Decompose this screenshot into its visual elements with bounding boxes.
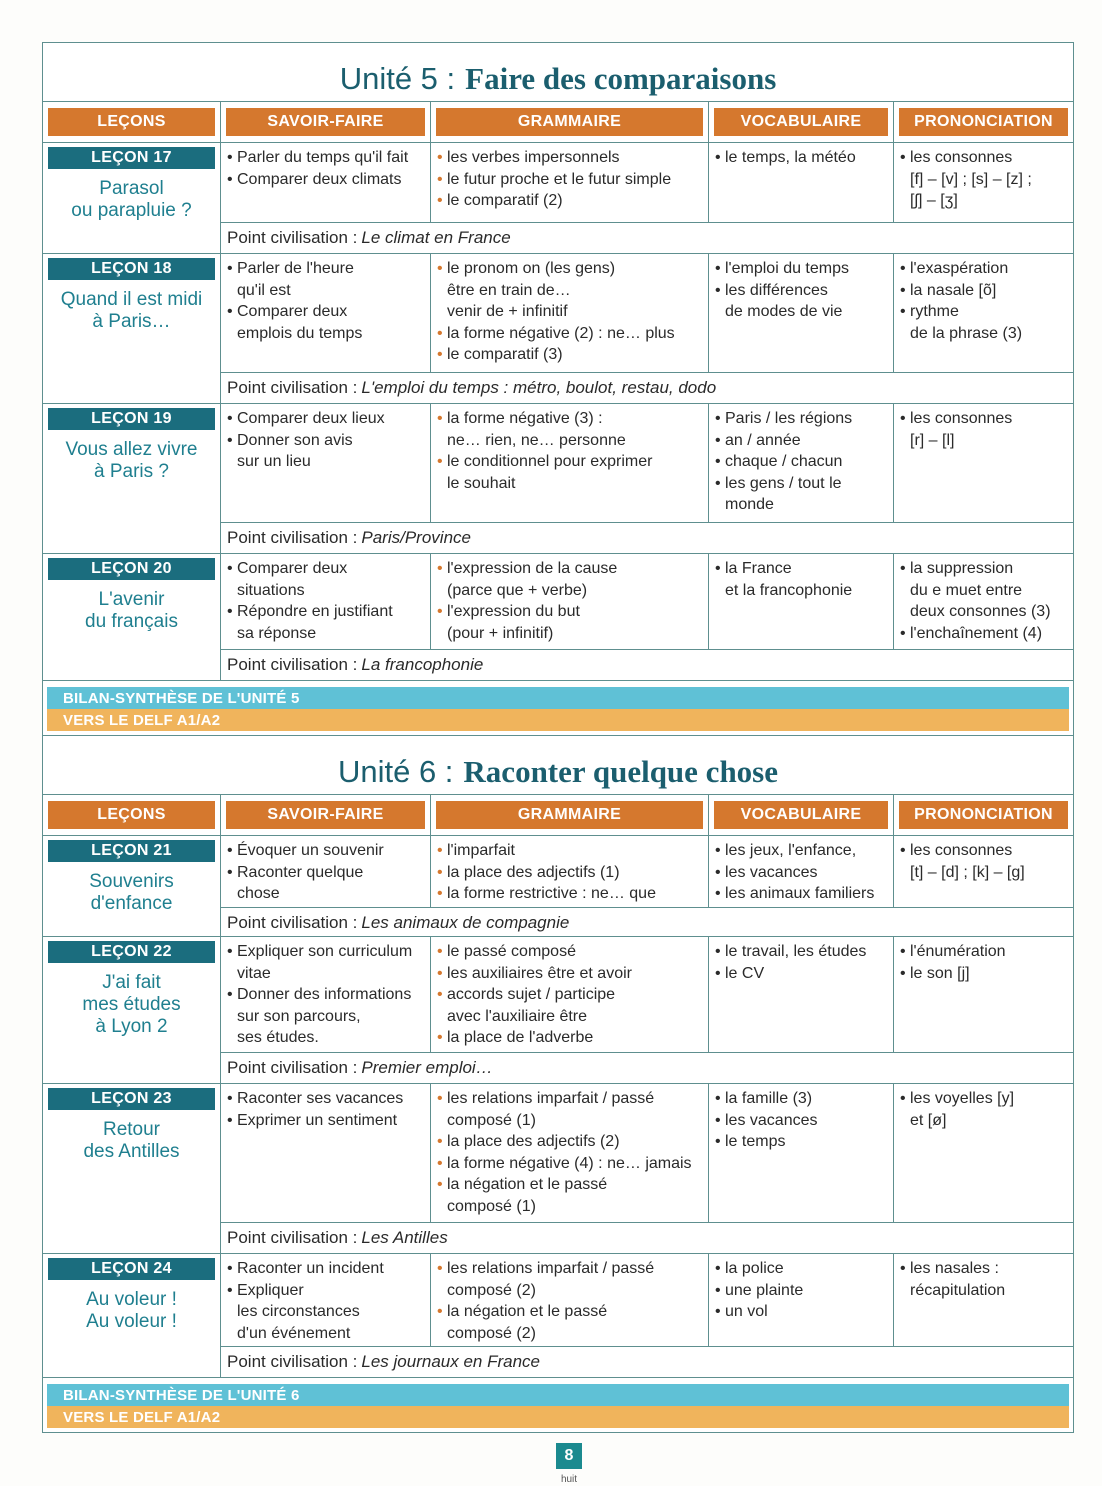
civilisation-row: Point civilisation : Paris/Province bbox=[221, 522, 1073, 553]
lesson-row bbox=[43, 936, 1073, 1083]
savoir-faire-cell: • Parler du temps qu'il fait • Comparer deux climats bbox=[221, 143, 431, 222]
lesson-row bbox=[43, 835, 1073, 936]
delf-bar: VERS LE DELF A1/A2 bbox=[47, 1406, 1069, 1428]
civilisation-topic: La francophonie bbox=[361, 655, 484, 674]
vocabulaire-cell: • les jeux, l'enfance, • les vacances • les animaux familiers bbox=[709, 836, 894, 907]
grammaire-cell: • les relations imparfait / passé composé (1) • la place des adjectifs (2) • la forme négative (4) : ne… jamais • la négation et le passé composé (1) bbox=[431, 1084, 709, 1222]
vocabulaire-cell: • le travail, les études • le CV bbox=[709, 937, 894, 1052]
lesson-row bbox=[43, 142, 1073, 253]
header-savoir-faire: SAVOIR-FAIRE bbox=[226, 108, 425, 136]
grammaire-cell: • les verbes impersonnels • le futur proche et le futur simple • le comparatif (2) bbox=[431, 143, 709, 222]
prononciation-cell: • les consonnes [r] – [l] bbox=[894, 404, 1073, 522]
lesson-tag: LEÇON 20 bbox=[48, 558, 215, 580]
savoir-faire-cell: • Comparer deux situations • Répondre en justifiant sa réponse bbox=[221, 554, 431, 649]
lesson-title: Retour des Antilles bbox=[83, 1119, 180, 1162]
savoir-faire-cell: • Raconter ses vacances • Exprimer un sentiment bbox=[221, 1084, 431, 1222]
lesson-row bbox=[43, 1083, 1073, 1253]
header-prononciation: PRONONCIATION bbox=[899, 801, 1068, 829]
civilisation-topic: Le climat en France bbox=[361, 228, 511, 247]
prononciation-cell: • l'énumération • le son [j] bbox=[894, 937, 1073, 1052]
bilan-synthese-bar: BILAN-SYNTHÈSE DE L'UNITÉ 5 bbox=[47, 687, 1069, 709]
lesson-title: Au voleur ! Au voleur ! bbox=[86, 1289, 177, 1332]
vocabulaire-cell: • la famille (3) • les vacances • le temps bbox=[709, 1084, 894, 1222]
vocabulaire-cell: • l'emploi du temps • les différences de modes de vie bbox=[709, 254, 894, 372]
lesson-title: Parasol ou parapluie ? bbox=[71, 178, 192, 221]
vocabulaire-cell: • la France et la francophonie bbox=[709, 554, 894, 649]
unit-name: Faire des comparaisons bbox=[465, 61, 777, 96]
civilisation-row: Point civilisation : La francophonie bbox=[221, 649, 1073, 680]
lesson-row bbox=[43, 403, 1073, 553]
civilisation-row: Point civilisation : Les journaux en France bbox=[221, 1346, 1073, 1377]
savoir-faire-cell: • Évoquer un souvenir • Raconter quelque chose bbox=[221, 836, 431, 907]
prononciation-cell: • les voyelles [y] et [ø] bbox=[894, 1084, 1073, 1222]
civilisation-row: Point civilisation : Premier emploi… bbox=[221, 1052, 1073, 1083]
bilan-synthese-bar: BILAN-SYNTHÈSE DE L'UNITÉ 6 bbox=[47, 1384, 1069, 1406]
civilisation-row: Point civilisation : Le climat en France bbox=[221, 222, 1073, 253]
header-prononciation: PRONONCIATION bbox=[899, 108, 1068, 136]
column-headers bbox=[43, 794, 1073, 835]
unit-number: Unité 5 : bbox=[339, 61, 456, 96]
header-lecons: LEÇONS bbox=[48, 108, 215, 136]
unit-number: Unité 6 : bbox=[337, 754, 454, 789]
prononciation-cell: • l'exaspération • la nasale [õ] • rythme de la phrase (3) bbox=[894, 254, 1073, 372]
civilisation-row: Point civilisation : Les Antilles bbox=[221, 1222, 1073, 1253]
grammaire-cell: • les relations imparfait / passé composé (2) • la négation et le passé composé (2) bbox=[431, 1254, 709, 1346]
header-grammaire: GRAMMAIRE bbox=[436, 108, 703, 136]
lesson-tag: LEÇON 22 bbox=[48, 941, 215, 963]
lesson-title: Vous allez vivre à Paris ? bbox=[65, 439, 198, 482]
unit-name: Raconter quelque chose bbox=[463, 754, 779, 789]
lesson-row bbox=[43, 553, 1073, 680]
savoir-faire-cell: • Raconter un incident • Expliquer les circonstances d'un événement bbox=[221, 1254, 431, 1346]
grammaire-cell: • la forme négative (3) : ne… rien, ne… personne • le conditionnel pour exprimer le souhait bbox=[431, 404, 709, 522]
header-savoir-faire: SAVOIR-FAIRE bbox=[226, 801, 425, 829]
savoir-faire-cell: • Comparer deux lieux • Donner son avis sur un lieu bbox=[221, 404, 431, 522]
grammaire-cell: • l'expression de la cause (parce que + verbe) • l'expression du but (pour + infinitif) bbox=[431, 554, 709, 649]
savoir-faire-cell: • Expliquer son curriculum vitae • Donner des informations sur son parcours, ses études. bbox=[221, 937, 431, 1052]
header-lecons: LEÇONS bbox=[48, 801, 215, 829]
prononciation-cell: • la suppression du e muet entre deux consonnes (3) • l'enchaînement (4) bbox=[894, 554, 1073, 649]
lesson-tag: LEÇON 24 bbox=[48, 1258, 215, 1280]
savoir-faire-cell: • Parler de l'heure qu'il est • Comparer deux emplois du temps bbox=[221, 254, 431, 372]
contents-page bbox=[42, 42, 1074, 1433]
unit-review-block bbox=[43, 680, 1073, 735]
civilisation-topic: Les animaux de compagnie bbox=[361, 912, 570, 932]
lesson-title: Souvenirs d'enfance bbox=[89, 871, 174, 914]
vocabulaire-cell: • Paris / les régions • an / année • chaque / chacun • les gens / tout le monde bbox=[709, 404, 894, 522]
grammaire-cell: • l'imparfait • la place des adjectifs (1) • la forme restrictive : ne… que bbox=[431, 836, 709, 907]
lesson-tag: LEÇON 17 bbox=[48, 147, 215, 169]
page-number: 8 bbox=[556, 1443, 582, 1469]
unit-title bbox=[43, 43, 1073, 101]
lesson-tag: LEÇON 19 bbox=[48, 408, 215, 430]
grammaire-cell: • le passé composé • les auxiliaires être et avoir • accords sujet / participe avec l'auxiliaire être • la place de l'adverbe bbox=[431, 937, 709, 1052]
unit-review-block bbox=[43, 1377, 1073, 1432]
civilisation-topic: Paris/Province bbox=[361, 528, 471, 547]
grammaire-cell: • le pronom on (les gens) être en train de… venir de + infinitif • la forme négative (2) : ne… plus • le comparatif (3) bbox=[431, 254, 709, 372]
vocabulaire-cell: • la police • une plainte • un vol bbox=[709, 1254, 894, 1346]
civilisation-topic: Les journaux en France bbox=[361, 1352, 540, 1372]
unit-title bbox=[43, 736, 1073, 794]
prononciation-cell: • les nasales : récapitulation bbox=[894, 1254, 1073, 1346]
civilisation-row: Point civilisation : Les animaux de compagnie bbox=[221, 907, 1073, 938]
lesson-row bbox=[43, 253, 1073, 403]
header-grammaire: GRAMMAIRE bbox=[436, 801, 703, 829]
delf-bar: VERS LE DELF A1/A2 bbox=[47, 709, 1069, 731]
civilisation-row: Point civilisation : L'emploi du temps : métro, boulot, restau, dodo bbox=[221, 372, 1073, 403]
prononciation-cell: • les consonnes [f] – [v] ; [s] – [z] ; [ʃ] – [ʒ] bbox=[894, 143, 1073, 222]
lesson-title: L'avenir du français bbox=[85, 589, 178, 632]
prononciation-cell: • les consonnes [t] – [d] ; [k] – [g] bbox=[894, 836, 1073, 907]
civilisation-topic: Premier emploi… bbox=[361, 1058, 493, 1077]
lesson-row bbox=[43, 1253, 1073, 1377]
column-headers bbox=[43, 101, 1073, 142]
page-number-word: huit bbox=[560, 1474, 578, 1485]
civilisation-topic: L'emploi du temps : métro, boulot, restau, dodo bbox=[361, 378, 717, 397]
lesson-tag: LEÇON 18 bbox=[48, 258, 215, 280]
header-vocabulaire: VOCABULAIRE bbox=[714, 801, 888, 829]
vocabulaire-cell: • le temps, la météo bbox=[709, 143, 894, 222]
header-vocabulaire: VOCABULAIRE bbox=[714, 108, 888, 136]
lesson-tag: LEÇON 21 bbox=[48, 840, 215, 862]
lesson-title: J'ai fait mes études à Lyon 2 bbox=[82, 972, 181, 1037]
lesson-tag: LEÇON 23 bbox=[48, 1088, 215, 1110]
lesson-title: Quand il est midi à Paris… bbox=[60, 289, 203, 332]
civilisation-topic: Les Antilles bbox=[361, 1228, 448, 1247]
